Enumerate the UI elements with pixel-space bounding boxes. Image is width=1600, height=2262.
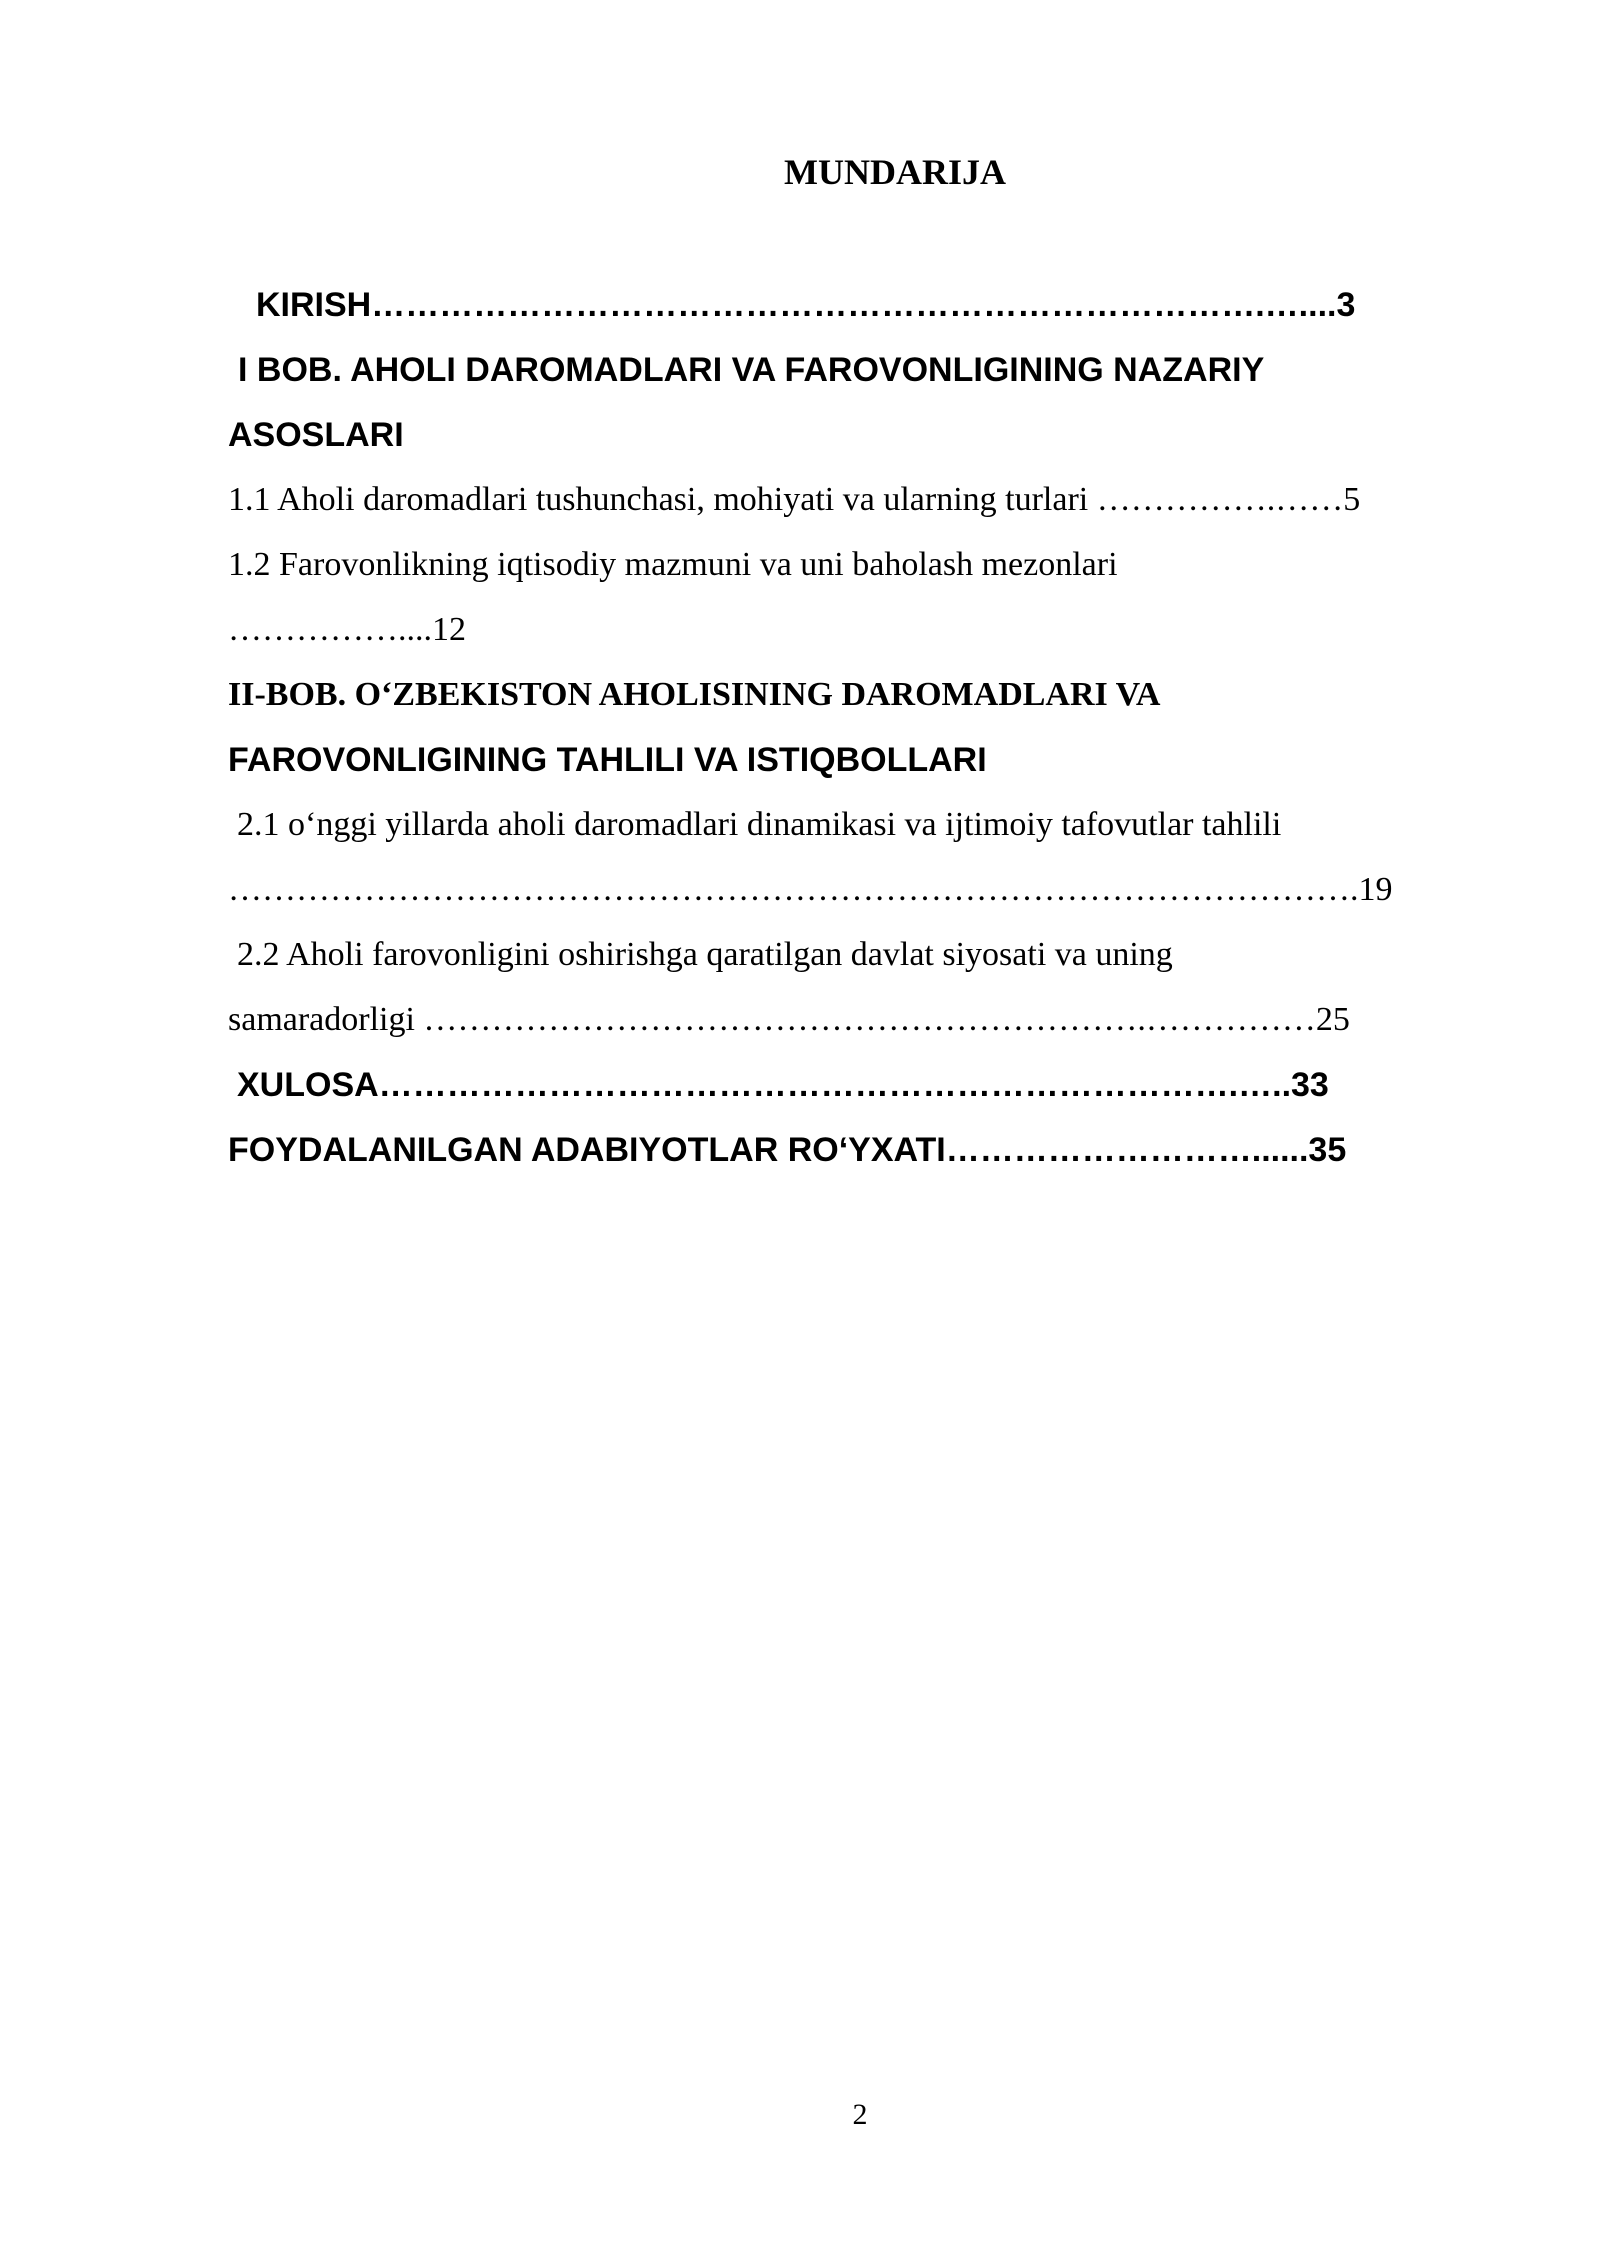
toc-chapter-2-title: II-BOB. O‘ZBEKISTON AHOLISINING DAROMADLARI VA — [228, 676, 1161, 713]
page-number: 2 — [852, 2098, 868, 2131]
toc-chapter-1-title: I BOB. AHOLI DAROMADLARI VA FAROVONLIGINING NAZARIY — [238, 351, 1265, 389]
toc-section-2-2-page: samaradorligi ……………………………………………………….……………25 — [228, 1001, 1350, 1038]
toc-kirish: KIRISH…………………………………………………………………….…....3 — [256, 286, 1356, 324]
toc-section-2-2: 2.2 Aholi farovonligini oshirishga qaratilgan davlat siyosati va uning — [237, 936, 1173, 973]
toc-xulosa: XULOSA………………………………………………………………….…..33 — [237, 1066, 1329, 1104]
toc-section-2-1-page: ……………………………………………………………………………………….19 — [228, 871, 1393, 908]
toc-section-2-1: 2.1 o‘nggi yillarda aholi daromadlari dinamikasi va ijtimoiy tafovutlar tahlili — [237, 806, 1282, 843]
toc-section-1-2: 1.2 Farovonlikning iqtisodiy mazmuni va uni baholash mezonlari — [228, 546, 1118, 583]
page-title: MUNDARIJA — [784, 152, 1006, 192]
toc-references: FOYDALANILGAN ADABIYOTLAR RO‘YXATI………………………......35 — [228, 1131, 1347, 1169]
toc-chapter-2-title-cont: FAROVONLIGINING TAHLILI VA ISTIQBOLLARI — [228, 741, 987, 779]
toc-chapter-1-title-cont: ASOSLARI — [228, 416, 404, 454]
toc-section-1-1: 1.1 Aholi daromadlari tushunchasi, mohiyati va ularning turlari …………….……5 — [228, 481, 1361, 518]
toc-section-1-2-page: ……………....12 — [228, 611, 466, 648]
